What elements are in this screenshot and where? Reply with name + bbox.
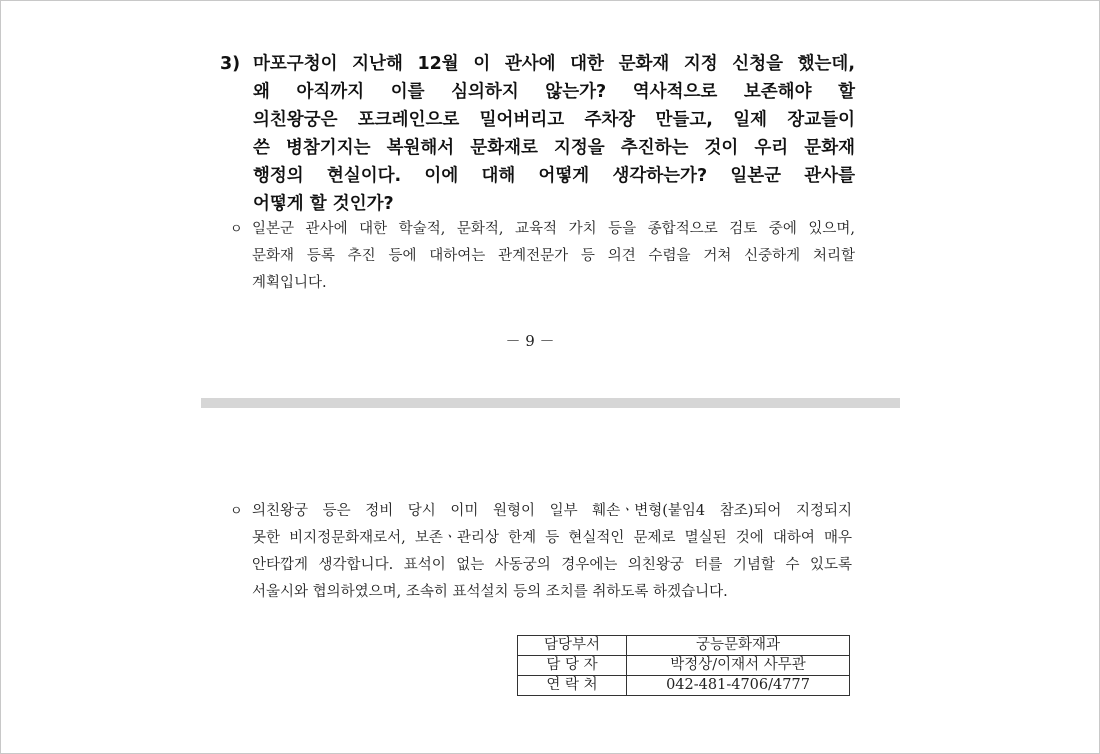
question-number: 3) — [220, 54, 241, 74]
answer-line: 의친왕궁 등은 정비 당시 이미 원형이 일부 훼손ㆍ변형(붙임4 참조)되어 지정되지 — [252, 503, 852, 519]
question-line: 마포구청이 지난해 12월 이 관사에 대한 문화재 지정 신청을 했는데, — [253, 54, 855, 74]
question-line: 어떻게 할 것인가? — [253, 194, 394, 214]
question-line: 쓴 병참기지는 복원해서 문화재로 지정을 추진하는 것이 우리 문화재 — [253, 138, 855, 158]
table-row — [518, 676, 850, 696]
table-row — [518, 656, 850, 676]
answer-line: 안타깝게 생각합니다. 표석이 없는 사동궁의 경우에는 의친왕궁 터를 기념할 수 있도록 — [252, 557, 852, 573]
contact-value: 박정상/이재서 사무관 — [627, 656, 850, 676]
contact-key: 연 락 처 — [518, 676, 627, 696]
answer-line: 못한 비지정문화재로서, 보존ㆍ관리상 한계 등 현실적인 문제로 멸실된 것에 대하여 매우 — [252, 530, 852, 546]
answer-paragraph-2 — [230, 498, 870, 608]
bullet-circle-icon: ㅇ — [230, 504, 243, 519]
question-line: 행정의 현실이다. 이에 대해 어떻게 생각하는가? 일본군 관사를 — [253, 166, 855, 186]
question-line: 의친왕궁은 포크레인으로 밀어버리고 주차장 만들고, 일제 장교들이 — [253, 110, 855, 130]
contact-key: 담당부서 — [518, 636, 627, 656]
bullet-circle-icon: ㅇ — [230, 222, 243, 237]
answer-line: 일본군 관사에 대한 학술적, 문화적, 교육적 가치 등을 종합적으로 검토 중에 있으며, — [252, 221, 855, 237]
answer-line: 계획입니다. — [252, 275, 327, 291]
question-line: 왜 아직까지 이를 심의하지 않는가? 역사적으로 보존해야 할 — [253, 82, 855, 102]
contact-value: 042-481-4706/4777 — [627, 676, 850, 696]
contact-key: 담 당 자 — [518, 656, 627, 676]
page-number: － 9 － — [505, 332, 555, 350]
contact-value: 궁능문화재과 — [627, 636, 850, 656]
answer-line: 서울시와 협의하였으며, 조속히 표석설치 등의 조치를 취하도록 하겠습니다. — [252, 584, 728, 600]
table-row — [518, 636, 850, 656]
page-divider — [201, 398, 900, 408]
answer-paragraph-1 — [230, 216, 870, 306]
contact-table — [517, 635, 850, 696]
answer-line: 문화재 등록 추진 등에 대하여는 관계전문가 등 의견 수렴을 거쳐 신중하게 처리할 — [252, 248, 855, 264]
